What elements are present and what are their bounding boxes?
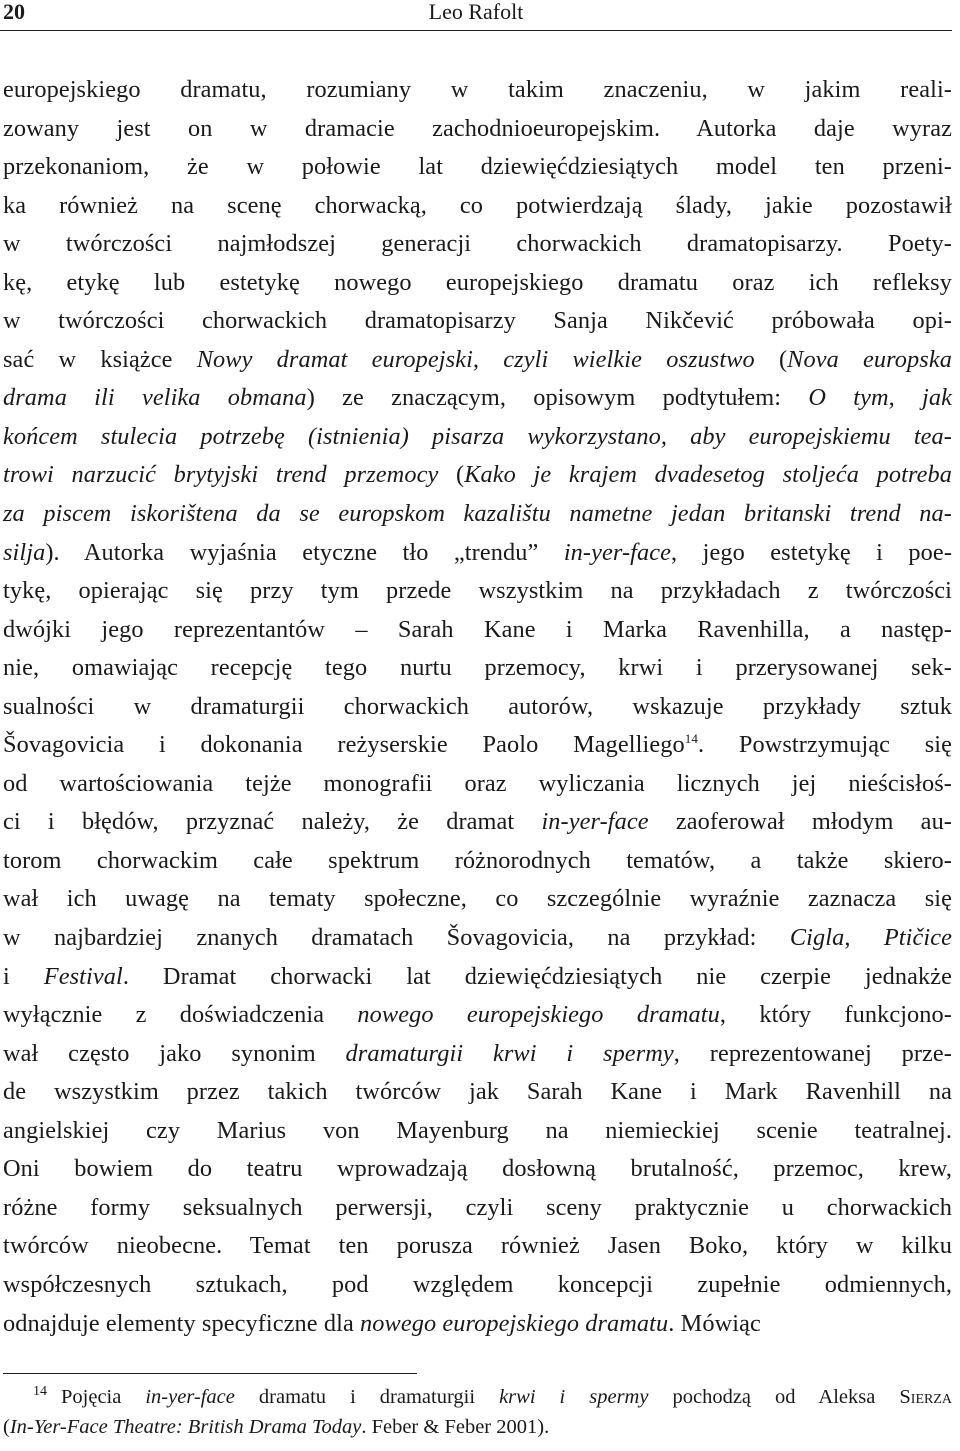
text-run: sualności w dramaturgii chorwackich autorów, wskazuje przykłady sztuk (3, 692, 952, 720)
text-run: ci i błędów, przyznać należy, że dramat (3, 808, 542, 836)
body-paragraph (3, 71, 952, 1343)
text-line (3, 110, 952, 149)
text-run: , który funkcjono- (719, 1001, 952, 1029)
page-number: 20 (3, 0, 25, 24)
text-line (3, 1073, 952, 1112)
text-line (3, 842, 952, 881)
text-run: dramatu i dramaturgii (234, 1386, 500, 1408)
text-run: torom chorwackim całe spektrum różnorodnych tematów, a także skiero- (3, 846, 952, 874)
text-run: nie, omawiając recepcję tego nurtu przemocy, krwi i przerysowanej sek- (3, 654, 952, 682)
text-line (3, 1035, 952, 1074)
italic-run: krwi i spermy (499, 1386, 649, 1408)
italic-run: silja (3, 538, 46, 566)
text-line (3, 880, 952, 919)
italic-run: In-Yer-Face Theatre: British Drama Today (9, 1416, 362, 1438)
text-line (3, 418, 952, 457)
text-run: angielskiej czy Marius von Mayenburg na niemieckiej scenie teatralnej. (3, 1116, 952, 1144)
footnote-number: 14 (33, 1384, 47, 1399)
italic-run: in-yer-face (541, 808, 649, 836)
text-run: wał często jako synonim (3, 1039, 346, 1067)
text-line (3, 1189, 952, 1228)
text-line (3, 611, 952, 650)
text-line (3, 148, 952, 187)
text-run: ( (438, 461, 465, 489)
italic-run: Festival (43, 962, 123, 990)
italic-run: nowego europejskiego dramatu (357, 1001, 720, 1029)
text-run: zowany jest on w dramacie zachodnioeuropejskim. Autorka daje wyraz (3, 114, 952, 142)
italic-run: drama ili velika obmana (3, 384, 307, 412)
text-run: sać w książce (3, 345, 197, 373)
text-run: ) ze znaczącym, opisowym podtytułem: (306, 384, 809, 412)
text-line (3, 1266, 952, 1305)
text-run: , jego estetykę i poe- (671, 538, 953, 566)
text-run: europejskiego dramatu, rozumiany w takim znaczeniu, w jakim reali- (3, 76, 952, 103)
text-line (3, 225, 952, 264)
italic-run: in-yer-face (563, 538, 671, 566)
text-run: odnajduje elementy specyficzne dla (3, 1309, 361, 1337)
page-header (0, 0, 952, 31)
footnote-separator (3, 1373, 417, 1374)
text-line (3, 649, 952, 688)
text-line (3, 726, 952, 765)
text-run: Oni bowiem do teatru wprowadzają dosłowną brutalność, przemoc, krew, (3, 1155, 952, 1183)
text-run: . Mówiąc (668, 1309, 761, 1337)
italic-run: nowego europejskiego dramatu (360, 1309, 669, 1337)
text-line (3, 264, 952, 303)
text-run: Šovagovicia i dokonania reżyserskie Paolo Magelliego (3, 731, 685, 759)
italic-run: in-yer-face (145, 1386, 235, 1408)
text-run: tykę, opierając się przy tym przede wszystkim na przykładach z twórczości (3, 577, 952, 605)
text-run: ( (754, 345, 788, 373)
text-run: twórców nieobecne. Temat ten porusza również Jasen Boko, który w kilku (3, 1232, 952, 1260)
italic-run: O tym, jak (808, 384, 952, 412)
text-line (3, 302, 952, 341)
text-line (3, 919, 952, 958)
text-line (3, 379, 952, 418)
text-run: wyłącznie z doświadczenia (3, 1001, 358, 1029)
text-run: wał ich uwagę na tematy społeczne, co szczególnie wyraźnie zaznacza się (3, 885, 952, 913)
text-line (3, 1112, 952, 1151)
text-line (3, 187, 952, 226)
text-line (3, 688, 952, 727)
text-run: i (3, 962, 44, 990)
text-run: przekonaniom, że w połowie lat dziewięćdziesiątych model ten przeni- (3, 153, 952, 181)
text-run: , (844, 924, 884, 952)
text-line (3, 572, 952, 611)
text-run: ). Autorka wyjaśnia etyczne tło „trendu” (45, 538, 564, 566)
text-run: w twórczości najmłodszej generacji chorwackich dramatopisarzy. Poety- (3, 230, 952, 258)
text-line (3, 765, 952, 804)
italic-run: Kako je krajem dvadesetog stoljeća potreba (464, 461, 952, 489)
italic-run: za piscem iskorištena da se europskom kazalištu nametne jedan britanski trend na- (3, 500, 952, 528)
text-run: . Powstrzymując się (697, 731, 952, 759)
text-line (3, 71, 952, 110)
text-run: . Feber & Feber 2001). (361, 1416, 550, 1438)
text-line (3, 958, 952, 997)
text-run: dwójki jego reprezentantów – Sarah Kane i Marka Ravenhilla, a następ- (3, 615, 952, 643)
text-run: w twórczości chorwackich dramatopisarzy Sanja Nikčević próbowała opi- (3, 307, 952, 335)
text-run: , reprezentowanej prze- (673, 1039, 952, 1067)
text-run: ( (3, 1416, 10, 1438)
text-line (3, 456, 952, 495)
italic-run: Nova europska (787, 345, 952, 373)
text-run: od wartościowania tejże monografii oraz wyliczania licznych jej nieścisłoś- (3, 769, 952, 797)
italic-run: końcem stulecia potrzebę (istnienia) pisarza wykorzystano, aby europejskiemu tea- (3, 422, 952, 450)
text-run: pochodzą od Aleksa (648, 1386, 900, 1408)
italic-run: dramaturgii krwi i spermy (345, 1039, 674, 1067)
text-line (3, 1150, 952, 1189)
footnote-line (3, 1382, 952, 1412)
text-run: współczesnych sztukach, pod względem koncepcji zupełnie odmiennych, (3, 1270, 952, 1298)
text-run: Pojęcia (61, 1386, 146, 1408)
italic-run: Ptičice (883, 924, 952, 952)
small-caps-run: Sierza (899, 1386, 953, 1408)
italic-run: Cigla (789, 924, 845, 952)
text-run: . Dramat chorwacki lat dziewięćdziesiątych nie czerpie jednakże (122, 962, 952, 990)
text-line (3, 534, 952, 573)
footnote-line (3, 1412, 952, 1442)
footnote (3, 1382, 952, 1442)
text-run: w najbardziej znanych dramatach Šovagovicia, na przykład: (3, 924, 790, 952)
footnote-reference: 14 (684, 731, 698, 747)
text-run: zaoferował młodym au- (648, 808, 953, 836)
text-run: różne formy seksualnych perwersji, czyli sceny praktycznie u chorwackich (3, 1193, 952, 1221)
text-line (3, 803, 952, 842)
text-line (3, 1305, 952, 1344)
italic-run: trowi narzucić brytyjski trend przemocy (3, 461, 439, 489)
italic-run: Nowy dramat europejski, czyli wielkie oszustwo (196, 345, 755, 373)
text-run: de wszystkim przez takich twórców jak Sarah Kane i Mark Ravenhill na (3, 1078, 952, 1106)
text-line (3, 495, 952, 534)
text-line (3, 1227, 952, 1266)
running-head-author: Leo Rafolt (428, 0, 524, 24)
text-run: ka również na scenę chorwacką, co potwierdzają ślady, jakie pozostawił (3, 191, 952, 219)
text-run: kę, etykę lub estetykę nowego europejskiego dramatu oraz ich refleksy (3, 268, 952, 296)
text-line (3, 341, 952, 380)
text-line (3, 996, 952, 1035)
